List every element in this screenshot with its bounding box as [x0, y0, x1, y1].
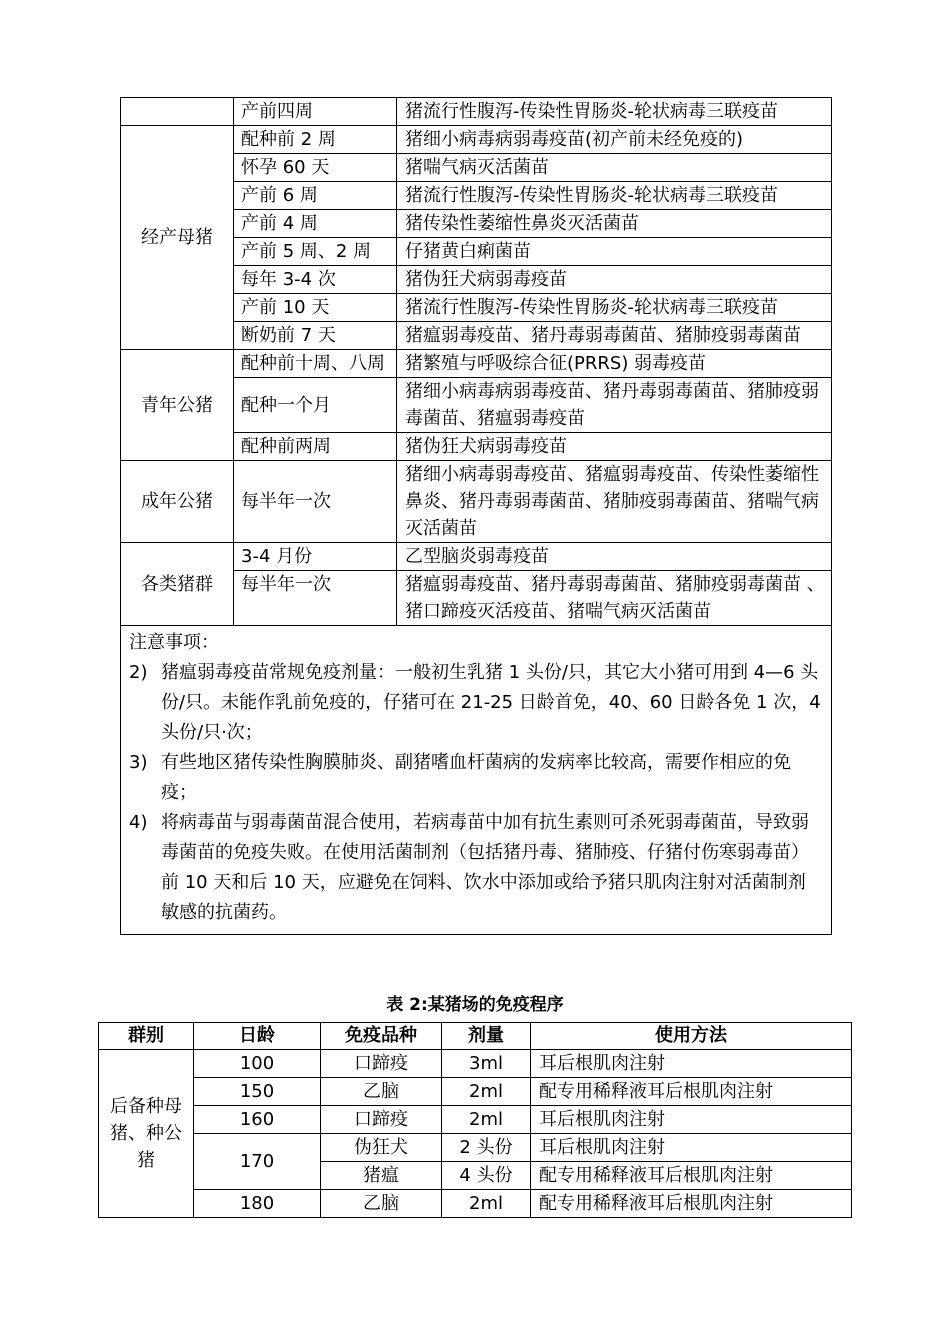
notes-cell	[121, 626, 832, 935]
column-header: 剂量	[442, 1023, 531, 1050]
table-title: 表 2:某猪场的免疫程序	[386, 995, 564, 1015]
vaccine-cell: 猪流行性腹泻-传染性胃肠炎-轮状病毒三联疫苗	[397, 182, 832, 210]
time-cell: 产前 5 周、2 周	[234, 238, 397, 266]
method-cell: 耳后根肌肉注射	[531, 1106, 852, 1134]
note-text: 猪瘟弱毒疫苗常规免疫剂量：一般初生乳猪 1 头份/只，其它大小猪可用到 4—6 头份/只。未能作乳前免疫的，仔猪可在 21-25 日龄首免，40、60 日龄各免 1 次，4 头份/只·次；	[161, 662, 821, 743]
vaccine-cell: 乙脑	[321, 1190, 442, 1218]
note-number: 2)	[129, 662, 148, 683]
farm-immunization-table	[98, 1022, 852, 1218]
dose-cell: 2ml	[442, 1190, 531, 1218]
note-number: 3)	[129, 752, 148, 773]
method-cell: 配专用稀释液耳后根肌肉注射	[531, 1190, 852, 1218]
time-cell: 3-4 月份	[234, 543, 397, 571]
dose-cell: 4 头份	[442, 1162, 531, 1190]
table-row	[99, 1078, 852, 1106]
table-row	[99, 1134, 852, 1162]
time-cell: 配种前 2 周	[234, 126, 397, 154]
group-cell: 青年公猪	[121, 350, 234, 461]
note-item	[129, 658, 823, 748]
table-row	[121, 543, 832, 571]
method-cell: 配专用稀释液耳后根肌肉注射	[531, 1078, 852, 1106]
note-item	[129, 748, 823, 808]
table-row	[99, 1190, 852, 1218]
dose-cell: 2 头份	[442, 1134, 531, 1162]
vaccine-cell: 猪繁殖与呼吸综合征(PRRS) 弱毒疫苗	[397, 350, 832, 378]
vaccine-cell: 猪瘟弱毒疫苗、猪丹毒弱毒菌苗、猪肺疫弱毒菌苗	[397, 322, 832, 350]
vaccine-cell: 仔猪黄白痢菌苗	[397, 238, 832, 266]
method-cell: 耳后根肌肉注射	[531, 1134, 852, 1162]
note-text: 将病毒苗与弱毒菌苗混合使用，若病毒苗中加有抗生素则可杀死弱毒菌苗，导致弱毒菌苗的免疫失败。在使用活菌制剂（包括猪丹毒、猪肺疫、仔猪付伤寒弱毒苗）前 10 天和后 10 天，应避免在饲料、饮水中添加或给予猪只肌肉注射对活菌制剂敏感的抗菌药。	[161, 812, 809, 923]
method-cell: 耳后根肌肉注射	[531, 1050, 852, 1078]
notes-row	[121, 626, 832, 935]
vaccine-cell: 猪喘气病灭活菌苗	[397, 154, 832, 182]
age-cell: 160	[194, 1106, 321, 1134]
vaccine-cell: 猪流行性腹泻-传染性胃肠炎-轮状病毒三联疫苗	[397, 294, 832, 322]
time-cell: 每年 3-4 次	[234, 266, 397, 294]
dose-cell: 2ml	[442, 1078, 531, 1106]
vaccine-cell: 猪细小病毒病弱毒疫苗、猪丹毒弱毒菌苗、猪肺疫弱毒菌苗、猪瘟弱毒疫苗	[397, 378, 832, 433]
time-cell: 产前 10 天	[234, 294, 397, 322]
time-cell: 产前 4 周	[234, 210, 397, 238]
time-cell: 产前 6 周	[234, 182, 397, 210]
vaccine-cell: 猪细小病毒病弱毒疫苗(初产前未经免疫的)	[397, 126, 832, 154]
group-cell: 经产母猪	[121, 126, 234, 350]
column-header: 日龄	[194, 1023, 321, 1050]
table-row	[121, 126, 832, 154]
age-cell: 180	[194, 1190, 321, 1218]
vaccine-cell: 口蹄疫	[321, 1050, 442, 1078]
time-cell: 怀孕 60 天	[234, 154, 397, 182]
vaccination-schedule-table	[120, 97, 832, 935]
vaccine-cell: 猪瘟	[321, 1162, 442, 1190]
table-row	[121, 350, 832, 378]
note-text: 有些地区猪传染性胸膜肺炎、副猪嗜血杆菌病的发病率比较高，需要作相应的免疫；	[161, 752, 791, 803]
vaccine-cell: 乙脑	[321, 1078, 442, 1106]
vaccine-cell: 猪伪狂犬病弱毒疫苗	[397, 266, 832, 294]
age-cell: 150	[194, 1078, 321, 1106]
time-cell: 断奶前 7 天	[234, 322, 397, 350]
group-cell: 各类猪群	[121, 543, 234, 626]
time-cell: 配种前十周、八周	[234, 350, 397, 378]
table-row	[121, 461, 832, 543]
header-row	[99, 1023, 852, 1050]
group-cell: 后备种母猪、种公猪	[99, 1050, 194, 1218]
vaccine-cell: 猪伪狂犬病弱毒疫苗	[397, 433, 832, 461]
vaccine-cell: 口蹄疫	[321, 1106, 442, 1134]
time-cell: 配种前两周	[234, 433, 397, 461]
column-header: 使用方法	[531, 1023, 852, 1050]
column-header: 群别	[99, 1023, 194, 1050]
vaccine-cell: 猪流行性腹泻-传染性胃肠炎-轮状病毒三联疫苗	[397, 98, 832, 126]
time-cell: 每半年一次	[234, 571, 397, 626]
vaccine-cell: 猪细小病毒弱毒疫苗、猪瘟弱毒疫苗、传染性萎缩性鼻炎、猪丹毒弱毒菌苗、猪肺疫弱毒菌苗、猪喘气病灭活菌苗	[397, 461, 832, 543]
method-cell: 配专用稀释液耳后根肌肉注射	[531, 1162, 852, 1190]
dose-cell: 3ml	[442, 1050, 531, 1078]
note-item	[129, 808, 823, 928]
vaccine-cell: 乙型脑炎弱毒疫苗	[397, 543, 832, 571]
column-header: 免疫品种	[321, 1023, 442, 1050]
vaccine-cell: 猪瘟弱毒疫苗、猪丹毒弱毒菌苗、猪肺疫弱毒菌苗 、猪口蹄疫灭活疫苗、猪喘气病灭活菌苗	[397, 571, 832, 626]
group-cell: 成年公猪	[121, 461, 234, 543]
group-cell	[121, 98, 234, 126]
vaccine-cell: 伪狂犬	[321, 1134, 442, 1162]
table-row	[99, 1050, 852, 1078]
note-number: 4)	[129, 812, 148, 833]
table-row	[121, 98, 832, 126]
age-cell: 170	[194, 1134, 321, 1190]
time-cell: 配种一个月	[234, 378, 397, 433]
vaccine-cell: 猪传染性萎缩性鼻炎灭活菌苗	[397, 210, 832, 238]
table-row	[99, 1106, 852, 1134]
notes-title: 注意事项：	[129, 632, 219, 653]
time-cell: 产前四周	[234, 98, 397, 126]
time-cell: 每半年一次	[234, 461, 397, 543]
dose-cell: 2ml	[442, 1106, 531, 1134]
age-cell: 100	[194, 1050, 321, 1078]
